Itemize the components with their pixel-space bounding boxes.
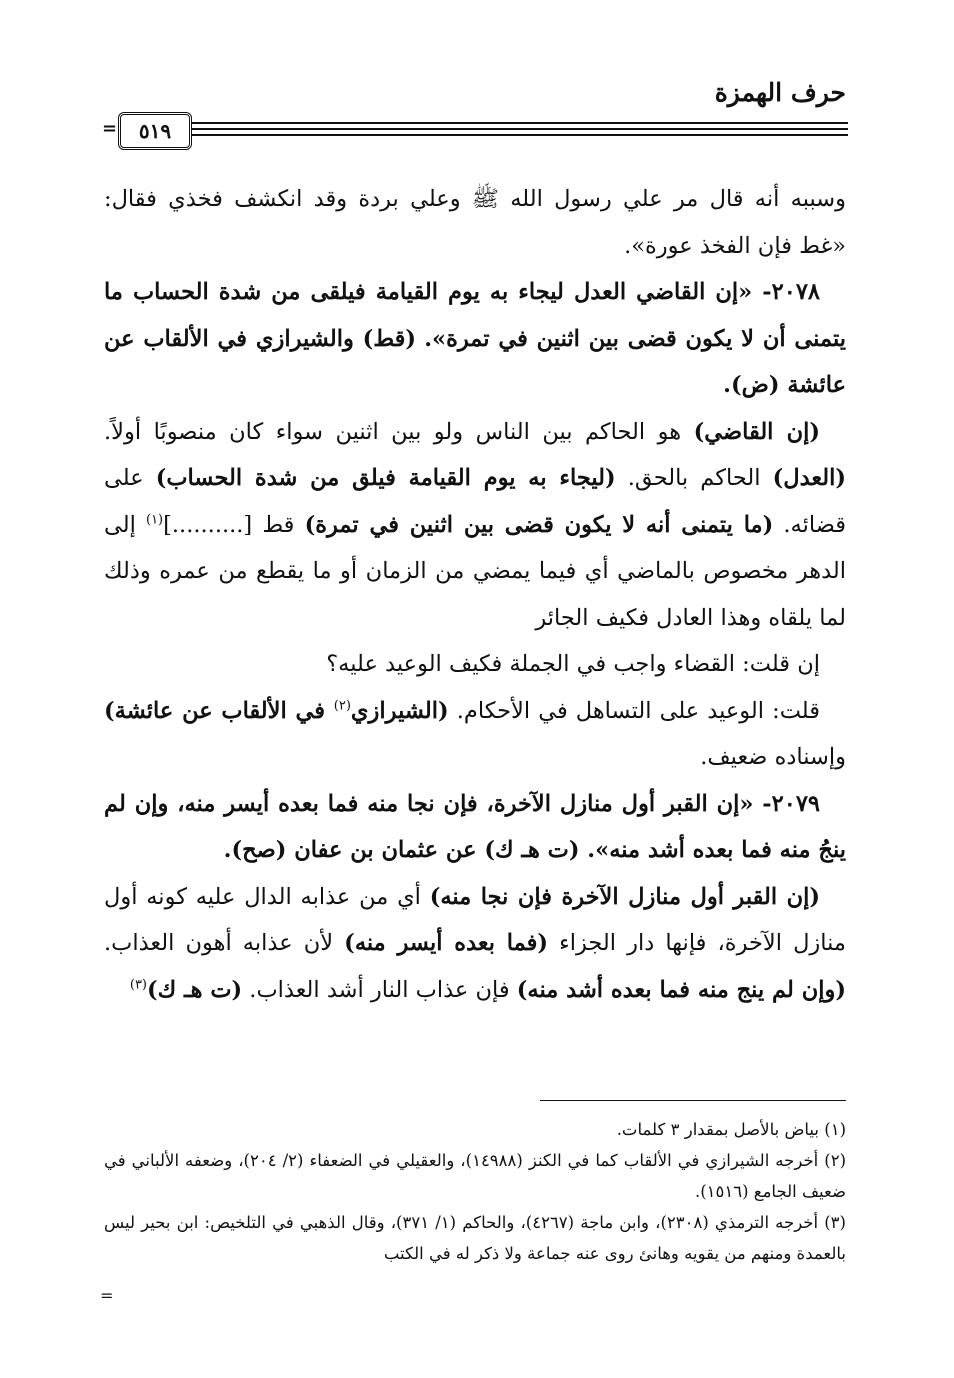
rule-line — [192, 122, 848, 124]
answer — [104, 688, 846, 781]
term: (ما يتمنى أنه لا يكون قضى بين اثنين في تمرة) — [304, 511, 774, 538]
page-number: ٥١٩ — [118, 112, 192, 150]
footnote-ref-1: (١) — [145, 512, 164, 527]
commentary: الحاكم بالحق. — [615, 465, 773, 491]
footnote-separator — [540, 1100, 846, 1101]
term: (ليجاء به يوم القيامة فيلق من شدة الحساب) — [155, 465, 616, 491]
commentary: إلى الدهر مخصوص بالماضي أي فيما يمضي من الزمان أو ما يقطع من عمره وذلك لما يلقاه وهذا العادل فكيف الجائر — [104, 511, 846, 631]
commentary: هو الحاكم بين الناس ولو بين اثنين سواء كان منصوبًا أولاً. — [104, 418, 694, 445]
footnote-ref-3: (٣) — [129, 977, 147, 992]
hadith-2078-text: ٢٠٧٨- «إن القاضي العدل ليجاء به يوم القيامة فيلقى من شدة الحساب ما يتمنى أن لا يكون قضى بين اثنين في تمرة». — [104, 279, 847, 352]
hadith-2079 — [104, 781, 846, 874]
term: (فما بعده أيسر منه) — [344, 930, 549, 956]
header-rule — [100, 112, 848, 148]
header-left-mark: = — [102, 118, 118, 139]
commentary: فإن عذاب النار أشد العذاب. — [242, 976, 517, 1003]
commentary: أي من عذابه الدال عليه كونه أول منازل الآخرة، فإنها دار الجزاء — [104, 883, 846, 956]
commentary: قلت: الوعيد على التساهل في الأحكام. — [448, 697, 820, 724]
footnote-1: (١) بياض بالأصل بمقدار ٣ كلمات. — [616, 1120, 846, 1139]
hadith-2079-text: ٢٠٧٩- «إن القبر أول منازل الآخرة، فإن نجا منه فما بعده أيسر منه، وإن لم ينجُ منه فما بعده أشد منه». (ت هـ ك) عن عثمان بن عفان (صح). — [104, 790, 846, 863]
source: (ت هـ ك) — [147, 976, 243, 1003]
source: (الشيرازي — [350, 697, 449, 724]
intro-paragraph: وسببه أنه قال مر علي رسول الله ﷺ وعلي بردة وقد انكشف فخذي فقال: «غط فإن الفخذ عورة». — [104, 186, 846, 259]
footnotes — [104, 1114, 846, 1269]
footnote-3: (٣) أخرجه الترمذي (٢٣٠٨)، وابن ماجة (٤٢٦٧)، والحاكم (١/ ٣٧١)، وقال الذهبي في التلخيص: ابن بحير ليس بالعمدة ومنهم من يقويه وهانئ روى عنه جماعة ولا ذكر له في الكتب — [104, 1213, 846, 1263]
rule-line — [192, 134, 848, 136]
chapter-title: حرف الهمزة — [714, 78, 846, 107]
term: (إن القبر أول منازل الآخرة فإن نجا منه) — [429, 883, 820, 910]
hadith-2078 — [104, 269, 846, 409]
continuation-mark: = — [100, 1286, 114, 1305]
term: (وإن لم ينج منه فما بعده أشد منه) — [516, 976, 846, 1003]
footnote-ref-2: (٢) — [333, 698, 351, 713]
main-text — [104, 176, 846, 1013]
term: (العدل) — [772, 465, 846, 491]
term: (إن القاضي) — [693, 418, 820, 445]
commentary: وإسناده ضعيف. — [700, 744, 846, 770]
commentary: على قضائه. — [104, 465, 846, 538]
hadith-2078-source: (قط) والشيرازي في الألقاب عن عائشة (ض). — [104, 325, 846, 398]
explanation-2079 — [104, 874, 846, 1014]
commentary: قط [..........] — [163, 511, 305, 538]
footnote-2: (٢) أخرجه الشيرازي في الألقاب كما في الكنز (١٤٩٨٨)، والعقيلي في الضعفاء (٢/ ٢٠٤)، وضعفه الألباني في ضعيف الجامع (١٥١٦). — [104, 1151, 846, 1201]
source: في الألقاب عن عائشة) — [104, 697, 334, 724]
explanation-2078 — [104, 409, 846, 642]
question: إن قلت: القضاء واجب في الجملة فكيف الوعيد عليه؟ — [326, 651, 820, 677]
rule-line — [192, 128, 848, 130]
commentary: لأن عذابه أهون العذاب. — [104, 930, 345, 956]
